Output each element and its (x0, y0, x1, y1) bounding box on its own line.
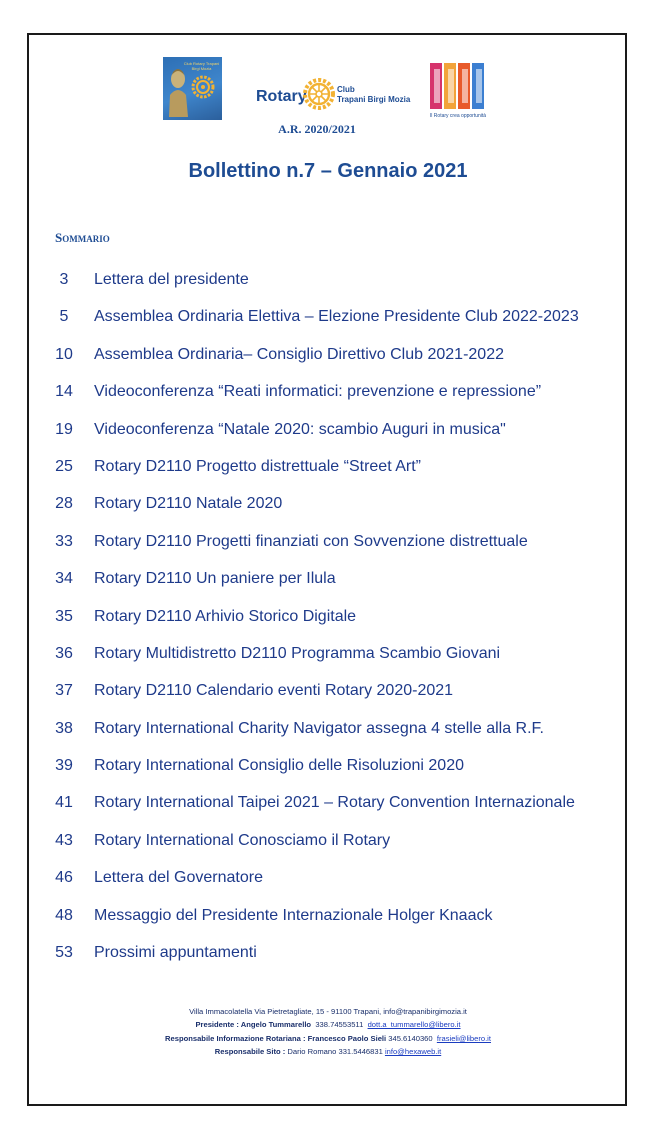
toc-page-number: 25 (55, 457, 73, 475)
toc-entry-title: Messaggio del Presidente Internazionale Holger Knaack (94, 906, 493, 924)
footer-info-manager: Responsabile Informazione Rotariana : Francesco Paolo Sieli 345.6140360 frasieli@libero.it (165, 1033, 491, 1043)
toc-entry-title: Rotary International Taipei 2021 – Rotary Convention Internazionale (94, 794, 575, 812)
toc-entry-title: Rotary International Consiglio delle Risoluzioni 2020 (94, 757, 464, 775)
toc-entry-title: Rotary D2110 Calendario eventi Rotary 2020-2021 (94, 682, 454, 700)
toc-entry (52, 681, 612, 718)
site-manager-email-link[interactable]: info@hexaweb.it (384, 1047, 442, 1057)
president-name: Angelo Tummarello (240, 1020, 312, 1030)
opportunity-doors-icon (426, 57, 490, 113)
rotary-year: A.R. 2020/2021 (278, 122, 356, 136)
toc-page-number: 43 (55, 831, 73, 849)
statue-bust-icon (166, 67, 190, 117)
toc-page-number: 41 (55, 794, 73, 812)
toc-entry-title: Assemblea Ordinaria Elettiva – Elezione Presidente Club 2022-2023 (94, 308, 579, 326)
info-manager-phone: 345.6140360 (388, 1033, 433, 1043)
toc-page-number: 19 (55, 420, 73, 438)
left-logo-text: Club Rotary Trapani Birgi Mozia (183, 61, 220, 71)
toc-entry (52, 719, 612, 756)
toc-entry (52, 607, 612, 644)
president-email-link[interactable]: dott.a_tummarello@libero.it (367, 1020, 461, 1030)
toc-entry (52, 793, 612, 830)
toc-entry (52, 420, 612, 457)
footer-address: Villa Immacolatella Via Pietretagliate, 15 - 91100 Trapani, info@trapanibirgimozia.it (189, 1007, 467, 1016)
toc-page-number: 14 (55, 383, 73, 401)
toc-entry (52, 943, 612, 980)
toc-entry-title: Rotary Multidistretto D2110 Programma Scambio Giovani (94, 644, 501, 662)
toc-page-number: 33 (55, 532, 73, 550)
toc-entry-title: Videoconferenza “Reati informatici: prevenzione e repressione” (94, 383, 542, 401)
toc-entry (52, 569, 612, 606)
footer-site-manager: Responsabile Sito : Dario Romano 331.5446831 info@hexaweb.it (214, 1047, 442, 1057)
toc-entry (52, 532, 612, 569)
toc-entry-title: Lettera del presidente (94, 271, 249, 288)
club-line2: Trapani Birgi Mozia (337, 95, 411, 104)
toc-entry (52, 756, 612, 793)
toc-entry (52, 270, 612, 307)
toc-page-number: 3 (59, 271, 69, 288)
toc-entry-title: Rotary D2110 Progetto distrettuale “Street Art” (94, 457, 421, 475)
toc-entry-title: Prossimi appuntamenti (94, 944, 257, 962)
rotary-club-logo (256, 78, 411, 118)
rotary-wordmark: Rotary (256, 88, 307, 105)
toc-page-number: 48 (55, 906, 73, 924)
opportunity-tagline: Il Rotary crea opportunità (429, 113, 487, 119)
toc-entry-title: Videoconferenza “Natale 2020: scambio Auguri in musica" (94, 420, 506, 438)
bulletin-title: Bollettino n.7 – Gennaio 2021 (188, 160, 468, 182)
club-logo-left (163, 57, 222, 120)
club-line1: Club (337, 85, 355, 94)
footer-president: Presidente : Angelo Tummarello 338.74553511 dott.a_tummarello@libero.it (195, 1020, 461, 1030)
toc-page-number: 34 (55, 570, 73, 588)
president-phone: 338.74553511 (315, 1020, 364, 1030)
toc-entry-title: Lettera del Governatore (94, 869, 263, 887)
toc-page-number: 39 (55, 757, 73, 775)
rotary-wheel-small-icon (191, 75, 215, 99)
info-manager-name: Francesco Paolo Sieli (307, 1033, 387, 1043)
toc-entry (52, 382, 612, 419)
toc-page-number: 38 (55, 719, 73, 737)
toc-entry-title: Rotary D2110 Natale 2020 (94, 495, 283, 513)
toc-page-number: 5 (59, 308, 69, 326)
toc-entry-title: Rotary D2110 Arhivio Storico Digitale (94, 607, 357, 625)
toc-page-number: 28 (55, 495, 73, 513)
toc-entry (52, 831, 612, 868)
toc-page-number: 10 (55, 345, 73, 363)
toc-page-number: 36 (55, 644, 73, 662)
info-manager-email-link[interactable]: frasieli@libero.it (436, 1033, 491, 1043)
club-name (337, 85, 410, 105)
site-manager-name: Dario Romano (287, 1047, 337, 1057)
toc-entry-title: Rotary International Conosciamo il Rotary (94, 831, 391, 849)
toc-entry (52, 906, 612, 943)
summary-heading: Sommario (55, 230, 110, 245)
rotary-opportunity-logo (426, 57, 490, 125)
toc-entry-title: Rotary D2110 Progetti finanziati con Sovvenzione distrettuale (94, 532, 528, 550)
toc-entry (52, 345, 612, 382)
toc-page-number: 46 (55, 869, 73, 887)
toc-page-number: 35 (55, 607, 73, 625)
toc-entry (52, 494, 612, 531)
footer-contacts (30, 1005, 626, 1059)
toc-entry (52, 307, 612, 344)
toc-entry (52, 868, 612, 905)
toc-entry (52, 457, 612, 494)
table-of-contents (52, 270, 612, 980)
toc-entry-title: Rotary International Charity Navigator assegna 4 stelle alla R.F. (94, 719, 544, 737)
toc-entry-title: Rotary D2110 Un paniere per Ilula (94, 570, 336, 588)
toc-entry (52, 644, 612, 681)
toc-page-number: 37 (55, 682, 73, 700)
toc-page-number: 53 (55, 944, 73, 962)
toc-entry-title: Assemblea Ordinaria– Consiglio Direttivo Club 2021-2022 (94, 345, 504, 363)
site-manager-phone: 331.5446831 (338, 1047, 383, 1057)
rotary-wheel-icon (303, 78, 335, 110)
